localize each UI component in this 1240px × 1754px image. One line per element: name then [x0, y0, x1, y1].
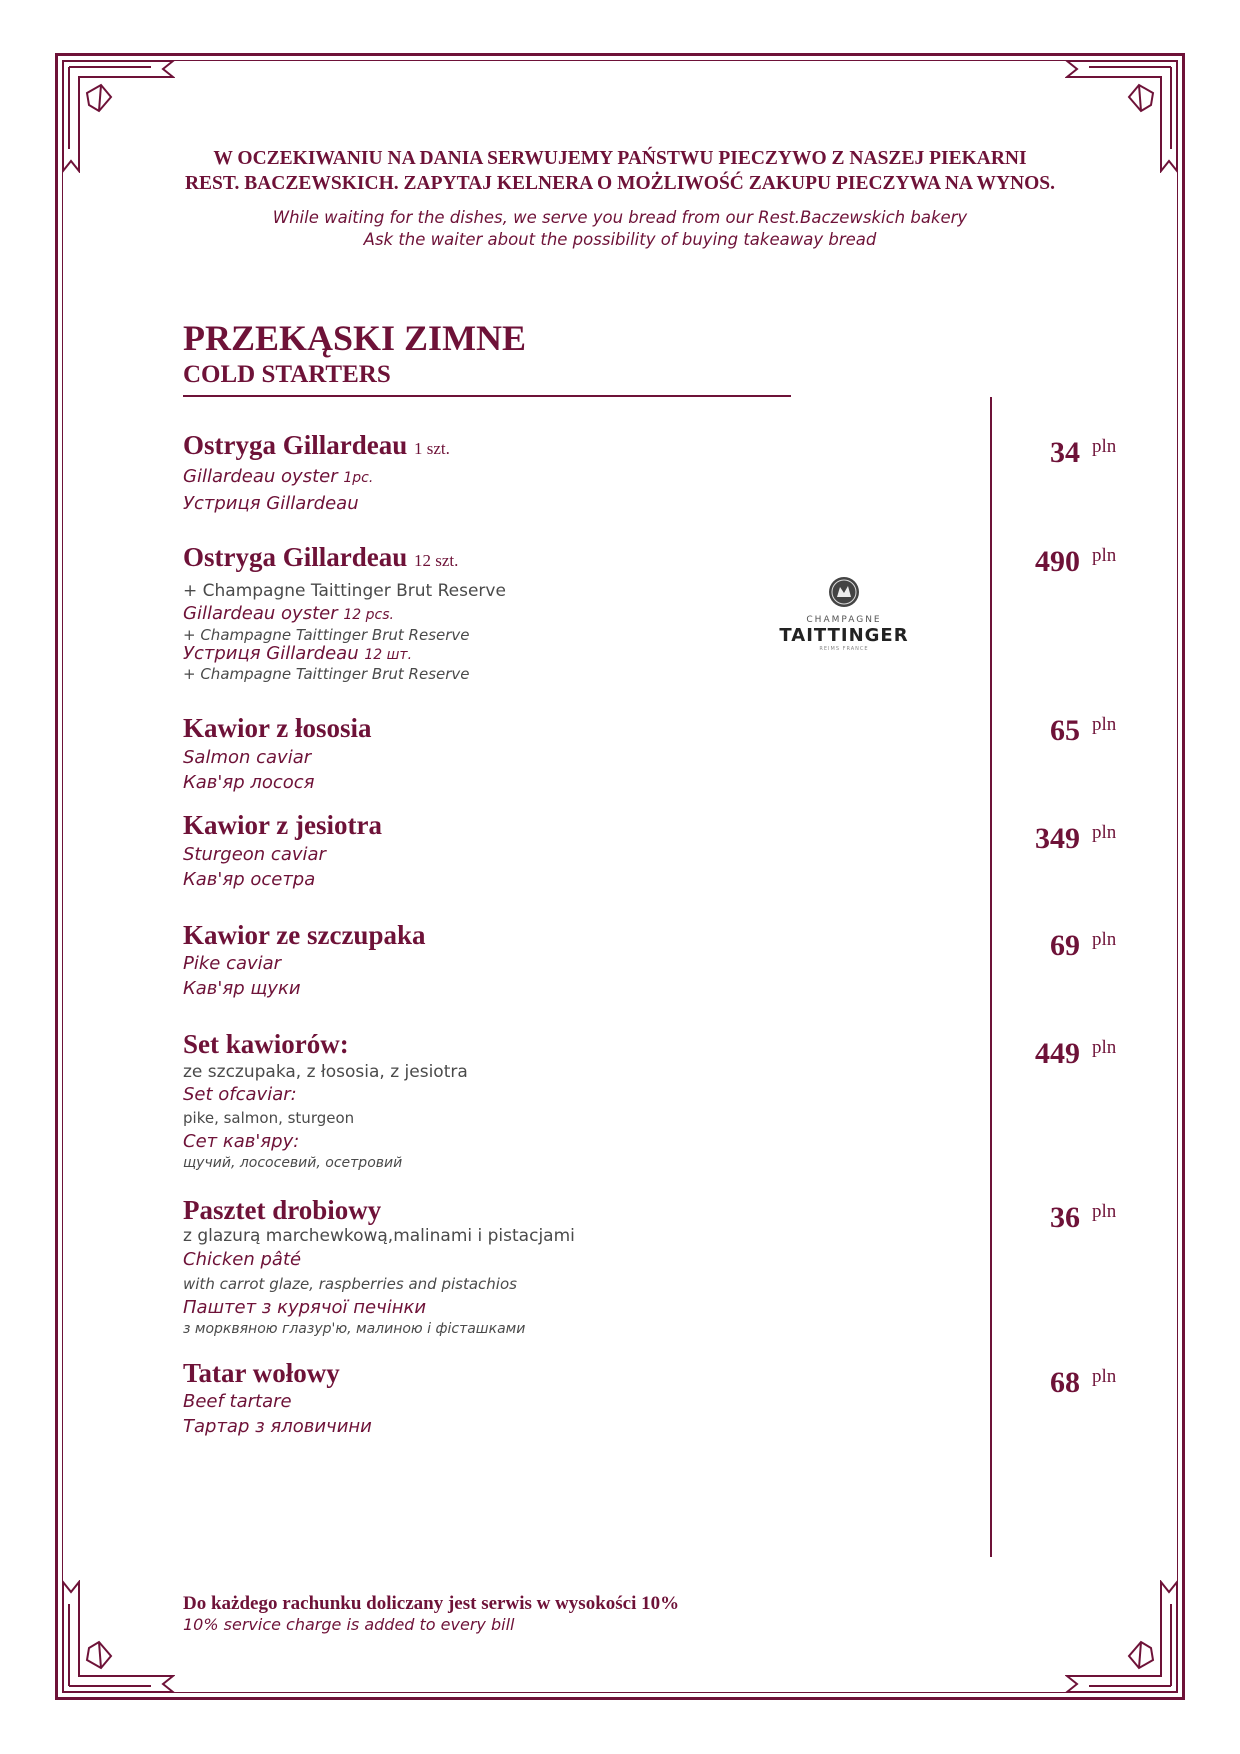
logo-brand-text: TAITTINGER — [779, 625, 909, 646]
price-currency: pln — [1092, 1201, 1117, 1222]
item-name-ua: Кав'яр лосося — [183, 772, 315, 793]
price-value: 490 — [1035, 545, 1080, 578]
item-name-en: Sturgeon caviar — [183, 844, 326, 865]
item-price — [1010, 929, 1120, 963]
section-divider — [183, 395, 791, 397]
item-desc-en: with carrot glaze, raspberries and pistachios — [183, 1275, 517, 1293]
bread-notice-en-line1: While waiting for the dishes, we serve you bread from our Rest.Baczewskich bakery — [272, 208, 968, 227]
price-currency: pln — [1092, 1366, 1117, 1387]
item-qty: 1 szt. — [414, 439, 450, 458]
item-name: Ostryga Gillardeau — [183, 430, 408, 460]
item-name-ua: Кав'яр осетра — [183, 869, 316, 890]
bread-notice-pl — [100, 146, 1140, 196]
item-price — [1010, 1366, 1120, 1400]
item-name-ua: Тартар з яловичини — [183, 1416, 372, 1437]
bread-notice-en — [100, 207, 1140, 251]
item-qty-ua: 12 шт. — [364, 647, 413, 663]
item-qty-en: 1pc. — [343, 470, 374, 486]
item-price — [1010, 1201, 1120, 1235]
item-desc-pl: z glazurą marchewkową,malinami i pistacjami — [183, 1226, 575, 1246]
item-name-en: Set ofcaviar: — [183, 1084, 297, 1105]
price-currency: pln — [1092, 714, 1117, 735]
menu-item — [183, 1358, 743, 1439]
menu-item — [183, 810, 743, 892]
price-value: 69 — [1050, 929, 1080, 962]
item-desc-en: pike, salmon, sturgeon — [183, 1109, 355, 1127]
logo-sub-text: REIMS FRANCE — [819, 646, 869, 652]
taittinger-logo — [760, 575, 928, 652]
price-column-divider — [990, 397, 992, 1557]
service-charge-pl: Do każdego rachunku doliczany jest serwis w wysokości 10% — [183, 1593, 680, 1614]
item-qty: 12 szt. — [414, 551, 459, 570]
menu-item — [183, 430, 743, 516]
item-name-ua: Паштет з курячої печінки — [183, 1297, 427, 1318]
price-currency: pln — [1092, 545, 1117, 566]
item-name: Kawior z łososia — [183, 713, 372, 743]
menu-item — [183, 1029, 743, 1172]
price-currency: pln — [1092, 1037, 1117, 1058]
item-price — [1010, 545, 1120, 579]
item-name: Kawior ze szczupaka — [183, 920, 426, 950]
price-currency: pln — [1092, 822, 1117, 843]
item-name-en: Salmon caviar — [183, 747, 312, 768]
menu-item — [183, 920, 743, 1001]
item-name: Ostryga Gillardeau — [183, 542, 408, 572]
corner-ornament-bottom-left — [55, 1580, 175, 1700]
section-title: PRZEKĄSKI ZIMNE — [183, 318, 527, 358]
menu-item — [183, 713, 743, 795]
item-name-en: Pike caviar — [183, 953, 282, 974]
price-value: 449 — [1035, 1037, 1080, 1070]
bread-notice-pl-line1: W OCZEKIWANIU NA DANIA SERWUJEMY PAŃSTWU PIECZYWO Z NASZEJ PIEKARNI — [213, 148, 1027, 169]
menu-item — [183, 542, 743, 683]
item-price — [1010, 1037, 1120, 1071]
item-desc-ua: + Champagne Taittinger Brut Reserve — [183, 665, 470, 683]
item-name: Tatar wołowy — [183, 1358, 340, 1388]
item-name-ua: Устриця Gillardeau — [183, 643, 359, 664]
item-desc-ua: щучий, лососевий, осетровий — [183, 1155, 403, 1171]
item-desc-pl: ze szczupaka, z łososia, z jesiotra — [183, 1062, 468, 1082]
item-name-ua: Кав'яр щуки — [183, 978, 301, 999]
item-price — [1010, 714, 1120, 748]
price-currency: pln — [1092, 436, 1117, 457]
price-currency: pln — [1092, 929, 1117, 950]
item-name: Set kawiorów: — [183, 1029, 349, 1059]
item-desc-pl: + Champagne Taittinger Brut Reserve — [183, 581, 506, 601]
item-name: Kawior z jesiotra — [183, 810, 382, 840]
section-subtitle: COLD STARTERS — [183, 361, 391, 388]
item-name-en: Chicken pâté — [183, 1249, 302, 1270]
price-value: 65 — [1050, 714, 1080, 747]
item-desc-ua: з морквяною глазур'ю, малиною і фісташками — [183, 1321, 526, 1337]
service-charge-en: 10% service charge is added to every bill — [183, 1615, 515, 1634]
price-value: 36 — [1050, 1201, 1080, 1234]
item-name-ua: Устриця Gillardeau — [183, 493, 359, 514]
item-name: Pasztet drobiowy — [183, 1195, 382, 1225]
item-price — [1010, 822, 1120, 856]
item-price — [1010, 436, 1120, 470]
item-qty-en: 12 pcs. — [343, 607, 394, 623]
taittinger-crest-icon — [827, 575, 861, 609]
corner-ornament-bottom-right — [1065, 1580, 1185, 1700]
item-name-en: Gillardeau oyster — [183, 603, 338, 624]
menu-item — [183, 1195, 743, 1338]
price-value: 34 — [1050, 436, 1080, 469]
item-desc-en: + Champagne Taittinger Brut Reserve — [183, 626, 470, 644]
item-name-en: Beef tartare — [183, 1391, 292, 1412]
logo-top-text: CHAMPAGNE — [806, 615, 882, 625]
item-name-en: Gillardeau oyster — [183, 466, 338, 487]
price-value: 68 — [1050, 1366, 1080, 1399]
price-value: 349 — [1035, 822, 1080, 855]
item-name-ua: Сет кав'яру: — [183, 1131, 300, 1152]
bread-notice-pl-line2: REST. BACZEWSKICH. ZAPYTAJ KELNERA O MOŻLIWOŚĆ ZAKUPU PIECZYWA NA WYNOS. — [184, 173, 1056, 194]
bread-notice-en-line2: Ask the waiter about the possibility of buying takeaway bread — [363, 230, 877, 249]
